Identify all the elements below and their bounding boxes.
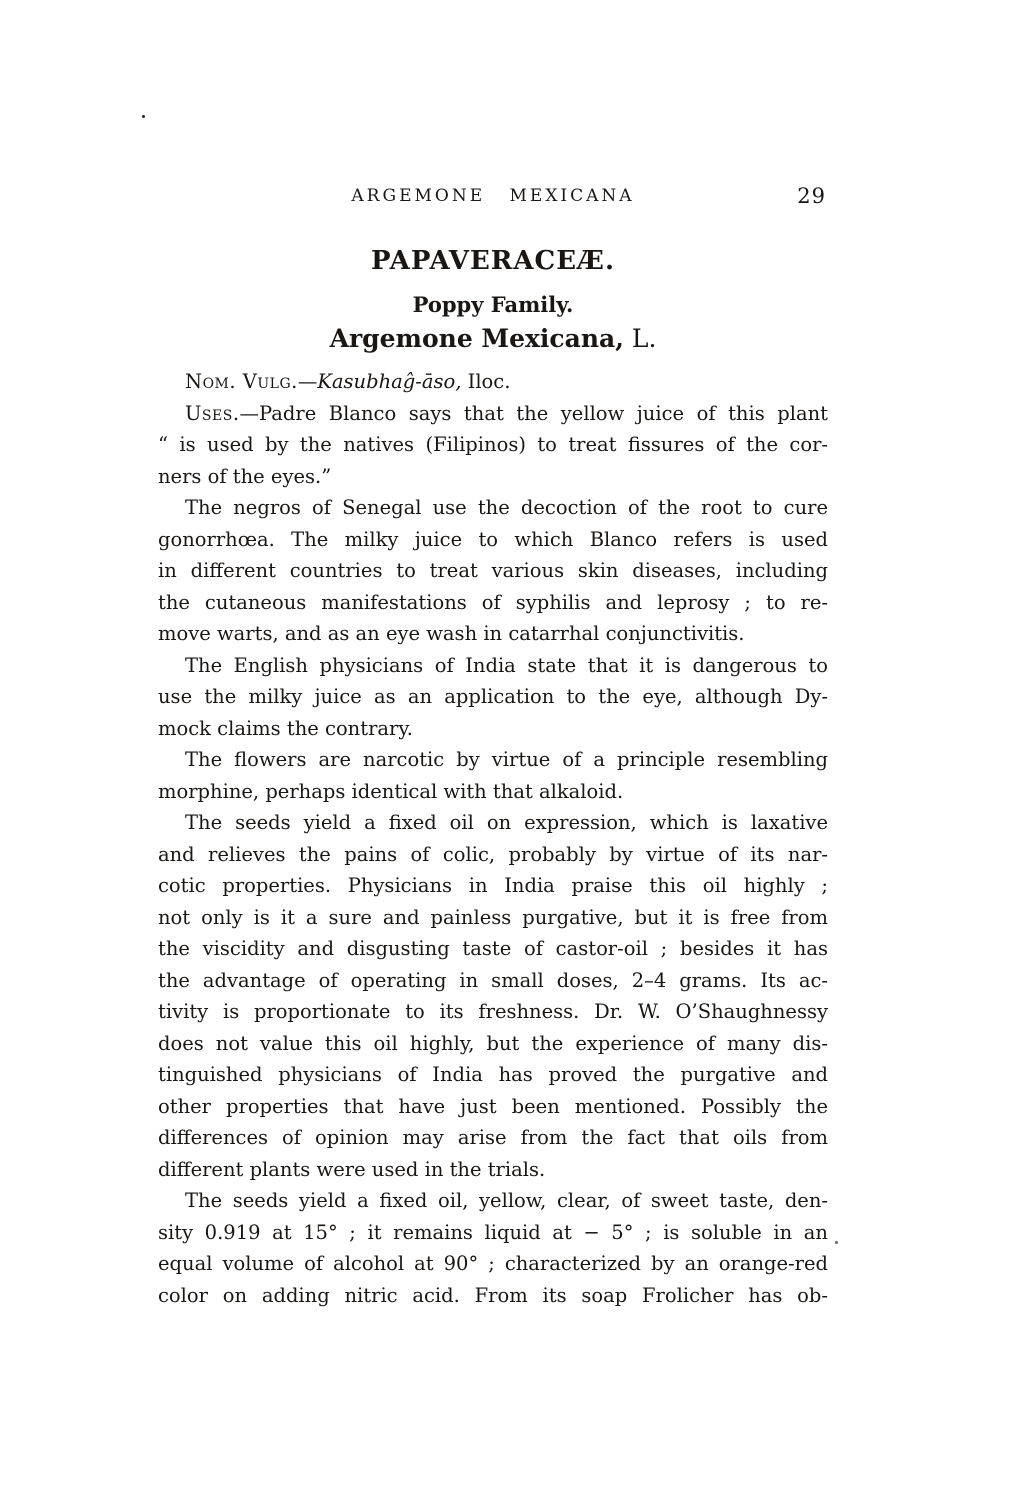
text-line [158,650,828,682]
small-caps-label: Nom. Vulg. [185,370,298,393]
text-line [158,1185,828,1217]
text-segment: use the milky juice as an application to the eye, although Dy- [158,685,828,708]
text-line [158,1091,828,1123]
species-name-bold: Argemone Mexicana, [329,324,624,353]
text-line [158,713,828,745]
text-segment: The English physicians of India state that it is dangerous to [185,653,828,677]
small-caps-label: Uses. [185,401,240,425]
text-segment: gonorrhœa. The milky juice to which Blanco refers is used [158,527,828,551]
text-line [158,1280,828,1312]
text-line [158,1122,828,1154]
italic-term: Kasubhaĝ-āso, [317,370,462,393]
text-segment: differences of opinion may arise from the fact that oils from [158,1126,828,1149]
text-line [158,839,828,871]
running-header [158,186,828,210]
paragraph-oil-properties [158,1185,828,1311]
text-segment: the cutaneous manifestations of syphilis and leprosy ; to re- [158,590,828,614]
text-segment: sity 0.919 at 15° ; it remains liquid at − 5° ; is soluble in an [158,1220,828,1244]
paragraph-senegal-decoction [158,492,828,650]
text-line [158,398,828,430]
heading-common-name: Poppy Family. [412,292,574,317]
ink-speck [142,115,145,118]
paragraph-uses [158,398,828,493]
text-line [158,681,828,713]
text-line [158,492,828,524]
text-line [158,870,828,902]
paragraph-seeds-fixed-oil [158,807,828,1185]
text-segment: and relieves the pains of colic, probably by virtue of its nar- [158,842,828,866]
text-segment: the viscidity and disgusting taste of castor-oil ; besides it has [158,937,828,960]
heading-family-name: PAPAVERACEÆ. [371,246,615,276]
text-segment: morphine, perhaps identical with that alkaloid. [158,779,624,803]
text-line [158,902,828,934]
text-segment: — [297,370,318,393]
text-segment: does not value this oil highly, but the experience of many dis- [158,1031,828,1055]
body-paragraphs [158,366,828,1311]
text-segment: The negros of Senegal use the decoction of the root to cure [185,496,828,519]
text-line [158,776,828,808]
text-segment: move warts, and as an eye wash in catarrhal conjunctivitis. [158,622,745,645]
text-line [158,366,828,398]
text-segment: tinguished physicians of India has proved the purgative and [158,1063,828,1086]
ink-speck [835,1241,838,1244]
text-segment: ners of the eyes.” [158,464,332,488]
text-segment: mock claims the contrary. [158,716,413,740]
text-segment: tivity is proportionate to its freshness. Dr. W. O’Shaughnessy [158,1000,828,1023]
text-line [158,996,828,1028]
text-segment: cotic properties. Physicians in India praise this oil highly ; [158,874,828,897]
text-line [158,587,828,619]
paragraph-flowers-narcotic [158,744,828,807]
text-segment: color on adding nitric acid. From its soap Frolicher has ob- [158,1283,828,1307]
page-number: 29 [797,184,826,208]
text-segment: different plants were used in the trials. [158,1157,546,1181]
text-segment: other properties that have just been mentioned. Possibly the [158,1094,828,1118]
paragraph-nom-vulg [158,366,828,398]
text-line [158,524,828,556]
text-line [158,744,828,776]
text-segment: in different countries to treat various skin diseases, including [158,559,828,582]
text-line [158,618,828,650]
text-segment: not only is it a sure and painless purgative, but it is free from [158,905,828,929]
text-segment: the advantage of operating in small doses, 2–4 grams. Its ac- [158,968,828,992]
text-line [158,1217,828,1249]
text-line [158,933,828,965]
text-line [158,461,828,493]
text-segment: “ is used by the natives (Filipinos) to treat fissures of the cor- [158,433,828,456]
text-segment: —Padre Blanco says that the yellow juice of this plant [239,401,828,425]
paragraph-english-physicians [158,650,828,745]
text-segment: The seeds yield a fixed oil on expression, which is laxative [185,811,828,834]
text-segment: Iloc. [461,370,511,393]
text-line [158,1154,828,1186]
text-line [158,555,828,587]
text-line [158,1028,828,1060]
text-line [158,807,828,839]
species-author: L. [623,324,657,353]
text-segment: The seeds yield a fixed oil, yellow, clear, of sweet taste, den- [185,1189,828,1212]
text-line [158,429,828,461]
text-segment: The flowers are narcotic by virtue of a principle resembling [185,748,828,771]
text-line [158,1059,828,1091]
running-title: ARGEMONE MEXICANA [351,186,635,206]
heading-species-name [158,324,828,353]
text-line [158,1248,828,1280]
text-segment: equal volume of alcohol at 90° ; characterized by an orange-red [158,1252,828,1275]
text-line [158,965,828,997]
